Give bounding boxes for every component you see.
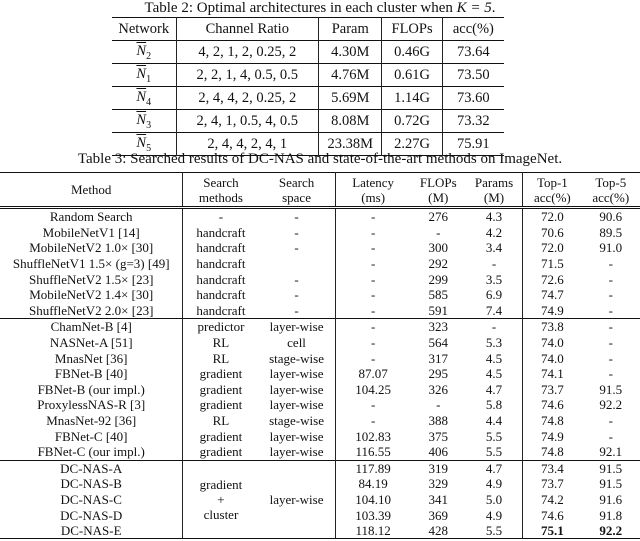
table-row [0,287,640,303]
search-method-line: cluster [203,506,239,522]
table-cell: 317 [428,350,449,366]
table-cell: FBNet-B [40] [0,366,183,382]
table2-caption-suffix: . [491,0,496,16]
table-cell: 4.5 [466,366,523,382]
network-symbol: $\overline{N}$ [136,88,147,105]
table2-cell-channel-ratio: 2, 4, 4, 2, 4, 1 [176,133,319,156]
table-cell: handcraft [196,256,246,272]
table-cell: 4.2 [466,225,523,241]
table-cell: 6.9 [466,287,523,303]
table-cell: 71.5 [541,256,564,272]
table2-row [112,41,504,64]
table-cell: gradient [199,381,243,397]
table-cell: - [370,413,376,429]
table-cell: 74.6 [541,507,564,523]
header-line: Params [474,174,514,190]
table-cell: 91.5 [582,460,640,476]
table-cell: MnasNet [36] [0,350,183,366]
table-cell: - [608,271,613,287]
table-cell: RL [212,335,230,351]
table-cell: 92.2 [599,397,623,413]
table-cell: layer-wise [258,319,335,335]
table-cell: cell [258,335,335,351]
header-line: acc(%) [592,189,630,205]
table-cell: 375 [428,428,449,444]
table-cell: 103.39 [355,507,391,523]
table-row [0,460,640,476]
table-cell: 104.25 [355,381,391,397]
table-cell: 7.4 [466,303,523,319]
table-cell: - [608,366,613,382]
table-row [0,335,640,351]
table-cell: 87.07 [358,366,388,382]
table-cell: 73.7 [541,381,564,397]
table-cell: 74.0 [541,350,564,366]
table-cell: 369 [428,507,449,523]
table-cell: 72.0 [541,240,564,256]
table-cell [183,460,259,539]
table-cell: 73.7 [541,476,564,492]
table-cell: handcraft [196,224,246,240]
table-row [0,303,640,319]
table-cell: 91.0 [599,240,623,256]
table-cell: 4.7 [466,460,523,476]
table3-header-search-methods [183,173,259,208]
table2-cell-acc: 75.91 [457,135,490,152]
table-row [0,240,640,256]
table2-cell-param: 8.08M [319,110,382,133]
table-cell [258,256,335,272]
table-cell: - [258,208,335,225]
header-line: Search [278,174,315,190]
table-row [0,397,640,413]
table3-header-top1 [523,173,582,208]
table2-cell-channel-ratio: 4, 2, 1, 2, 0.25, 2 [176,41,319,64]
table-cell: - [258,303,335,319]
table-cell: - [370,335,376,351]
table3-header-search-space [258,173,335,208]
table-cell: MnasNet-92 [36] [0,413,183,429]
table2-cell-param: 5.69M [319,87,382,110]
table-cell: 118.12 [335,523,411,539]
table-cell: FBNet-C [40] [0,428,183,444]
table-cell: 102.83 [355,428,391,444]
table-cell: 92.2 [582,523,640,539]
table-cell: MobileNetV2 1.4× [30] [0,287,183,303]
table2-header-network: Network [112,18,176,41]
table-cell: - [608,287,613,303]
table-cell: FBNet-B (our impl.) [0,382,183,398]
header-line: Search [203,174,239,190]
table-cell: 73.8 [523,319,582,335]
table-cell: 117.89 [335,460,411,476]
table-cell: 90.6 [582,208,640,225]
table-cell: - [370,302,376,318]
network-symbol: $\overline{N}$ [136,42,147,59]
table-cell: 564 [428,335,449,351]
table-row [0,225,640,241]
table-cell: 74.2 [541,491,564,507]
table2-caption [0,0,640,17]
table-cell: - [436,397,441,413]
table-cell: - [258,287,335,303]
table2-header-param: Param [319,18,382,41]
table-cell: layer-wise [258,428,335,444]
table-cell: - [582,319,640,335]
table-cell: - [608,413,613,429]
table-cell: - [608,256,613,272]
table-cell: - [608,335,613,351]
table-cell: 341 [428,491,449,507]
table-cell: 585 [428,287,449,303]
network-subscript: 2 [146,50,152,62]
table-cell: ProxylessNAS-R [3] [0,397,183,413]
search-method-line: gradient [199,476,243,492]
table-cell: - [608,428,613,444]
table-cell: 323 [411,319,466,335]
table3-caption: Table 3: Searched results of DC-NAS and state-of-the-art methods on ImageNet. [77,151,563,167]
network-subscript: 3 [146,119,152,131]
table2-row [112,110,504,133]
table-cell: 91.5 [599,381,623,397]
table2-cell-acc: 73.60 [457,89,490,106]
header-line: (M) [428,189,449,205]
table-cell: 5.5 [466,428,523,444]
table-row [0,319,640,335]
table-row [0,413,640,429]
table-row [0,208,640,225]
table-cell: - [335,319,411,335]
table-cell: 70.6 [541,224,564,240]
table-cell: 104.10 [355,491,391,507]
table-cell: - [370,240,376,256]
table-cell: 91.8 [599,507,623,523]
table-cell: 92.1 [599,444,623,460]
table2-cell-param: 4.30M [319,41,382,64]
table2-cell-acc: 73.50 [457,66,490,83]
table-cell: 319 [411,460,466,476]
table-cell: RL [212,350,230,366]
table-cell: 91.6 [599,491,623,507]
table2-caption-prefix: Table 2: Optimal architectures in each cluster when [144,0,457,16]
table-cell: - [608,302,613,318]
table-row [0,256,640,272]
header-line: methods [198,189,243,205]
table-cell: DC-NAS-B [0,476,183,492]
table2-cell-flops: 0.46G [382,41,442,64]
table-cell: stage-wise [258,350,335,366]
table-cell: handcraft [196,240,246,256]
table-cell: 5.5 [466,523,523,539]
header-line: (M) [483,189,505,205]
table-cell: 116.55 [355,444,391,460]
table2-cell-flops: 0.72G [382,110,442,133]
table2-cell-param: 23.38M [319,133,382,156]
table-cell: 5.5 [466,444,523,460]
table2-cell-network [112,64,176,87]
table2-row [112,87,504,110]
table2-cell-network [112,41,176,64]
table-cell: handcraft [196,302,246,318]
header-line: (ms) [361,189,386,205]
table-cell: layer-wise [258,444,335,460]
table-cell: 4.9 [466,476,523,492]
table3 [0,172,640,539]
table-row [0,444,640,460]
table3-header-flops [411,173,466,208]
table-cell: 300 [428,240,449,256]
network-symbol: $\overline{N}$ [136,65,147,82]
header-line: space [282,189,311,205]
table-cell: 591 [428,302,449,318]
table-cell: gradient [199,428,243,444]
table-cell: 74.6 [541,397,564,413]
table-cell: 84.19 [358,476,388,492]
table-cell: 388 [428,413,449,429]
table-cell: 74.7 [541,287,564,303]
table-cell: gradient [199,397,243,413]
table2 [112,17,504,156]
table-row [0,428,640,444]
table-cell: gradient [199,366,243,382]
table2-header-channel-ratio: Channel Ratio [176,18,319,41]
table-row [0,366,640,382]
table3-header-method: Method [0,173,183,208]
table-cell: 3.4 [466,240,523,256]
header-line: acc(%) [533,189,571,205]
table-cell: DC-NAS-C [0,492,183,508]
network-symbol: $\overline{N}$ [136,134,147,151]
table2-cell-channel-ratio: 2, 4, 1, 0.5, 4, 0.5 [176,110,319,133]
table-cell: 292 [428,256,449,272]
table2-cell-param: 4.76M [319,64,382,87]
table-cell: RL [212,413,230,429]
network-subscript: 1 [146,73,152,85]
table2-caption-math: K = 5 [456,0,492,16]
table-cell: 4.7 [466,382,523,398]
table-cell: 5.3 [466,335,523,351]
table-cell: ChamNet-B [4] [0,319,183,335]
table-cell: 299 [428,271,449,287]
table-cell: - [258,240,335,256]
table-cell: 73.4 [523,460,582,476]
table2-cell-network [112,87,176,110]
table-cell: 72.0 [523,208,582,225]
table-cell: - [608,350,613,366]
table2-cell-network [112,110,176,133]
network-subscript: 5 [146,142,152,154]
table-cell: layer-wise [258,366,335,382]
table-cell: layer-wise [258,382,335,398]
table-cell: 3.5 [466,271,523,287]
table-cell: NASNet-A [51] [0,335,183,351]
table2-cell-flops: 1.14G [382,87,442,110]
table-cell: 295 [428,366,449,382]
table2-cell-flops: 2.27G [382,133,442,156]
header-line: FLOPs [419,174,457,190]
table-cell: layer-wise [258,397,335,413]
table-cell: 74.9 [541,302,564,318]
table-cell: MobileNetV2 1.0× [30] [0,240,183,256]
table-cell: 5.8 [466,397,523,413]
table-cell: 74.8 [541,444,564,460]
table3-header-top5 [582,173,640,208]
table-cell: - [335,208,411,225]
table-cell: - [370,397,376,413]
table-cell: gradient [199,444,243,460]
table-cell: 74.8 [541,413,564,429]
table-cell: 276 [411,208,466,225]
table-cell: layer-wise [258,460,335,539]
table2-row [112,64,504,87]
table-cell: FBNet-C (our impl.) [0,444,183,460]
table2-header-acc: acc(%) [452,20,494,37]
table-cell: 5.0 [466,492,523,508]
header-line: Top-1 [536,174,568,190]
table-row [0,382,640,398]
table2-cell-flops: 0.61G [382,64,442,87]
table3-header-latency [335,173,411,208]
table3-header-row [0,173,640,208]
table-cell: 91.5 [599,476,623,492]
table-cell: - [258,271,335,287]
table-cell: handcraft [196,271,246,287]
table-cell: 329 [428,476,449,492]
table2-cell-channel-ratio: 2, 4, 4, 2, 0.25, 2 [176,87,319,110]
table-row [0,271,640,287]
table-cell: 74.9 [541,428,564,444]
table-cell: - [183,208,259,225]
search-method-line: + [217,491,225,507]
table-cell: 74.0 [541,335,564,351]
table-cell: ShuffleNetV2 1.5× [23] [0,271,183,287]
table-cell: - [258,225,335,241]
header-line: Top-5 [595,174,627,190]
network-symbol: $\overline{N}$ [136,111,147,128]
table2-cell-acc: 73.32 [457,112,490,129]
table3-header-params [466,173,523,208]
table-cell: Random Search [0,208,183,225]
table-cell: 74.1 [541,366,564,382]
table-cell: - [466,256,523,272]
table-cell: - [436,224,441,240]
table-cell: handcraft [196,287,246,303]
table-cell: - [370,224,376,240]
network-subscript: 4 [146,96,152,108]
table-cell: 326 [428,381,449,397]
table-cell: DC-NAS-E [0,523,183,539]
table-row [0,350,640,366]
table-cell: 72.6 [541,271,564,287]
table-cell: - [370,256,376,272]
table-cell: 4.5 [466,350,523,366]
table2-header-flops: FLOPs [382,18,442,41]
table-cell: - [370,287,376,303]
table-cell: MobileNetV1 [14] [0,225,183,241]
table-cell: 4.4 [466,413,523,429]
table-cell: DC-NAS-A [0,460,183,476]
table-cell: 4.9 [466,507,523,523]
table-cell: 89.5 [599,224,623,240]
table-cell: 406 [428,444,449,460]
table-cell: 428 [411,523,466,539]
table-cell: - [370,271,376,287]
table-cell: - [370,350,376,366]
table2-cell-channel-ratio: 2, 2, 1, 4, 0.5, 0.5 [176,64,319,87]
table2-cell-acc: 73.64 [457,43,490,60]
table-cell: stage-wise [258,413,335,429]
table-cell: ShuffleNetV1 1.5× (g=3) [49] [0,256,183,272]
header-line: Latency [352,174,395,190]
table-cell: ShuffleNetV2 2.0× [23] [0,303,183,319]
table-cell: 4.3 [466,208,523,225]
table-cell: 75.1 [523,523,582,539]
table-cell: predictor [183,319,259,335]
table-cell: - [466,319,523,335]
table2-header-row [112,18,504,41]
table-cell: DC-NAS-D [0,507,183,523]
